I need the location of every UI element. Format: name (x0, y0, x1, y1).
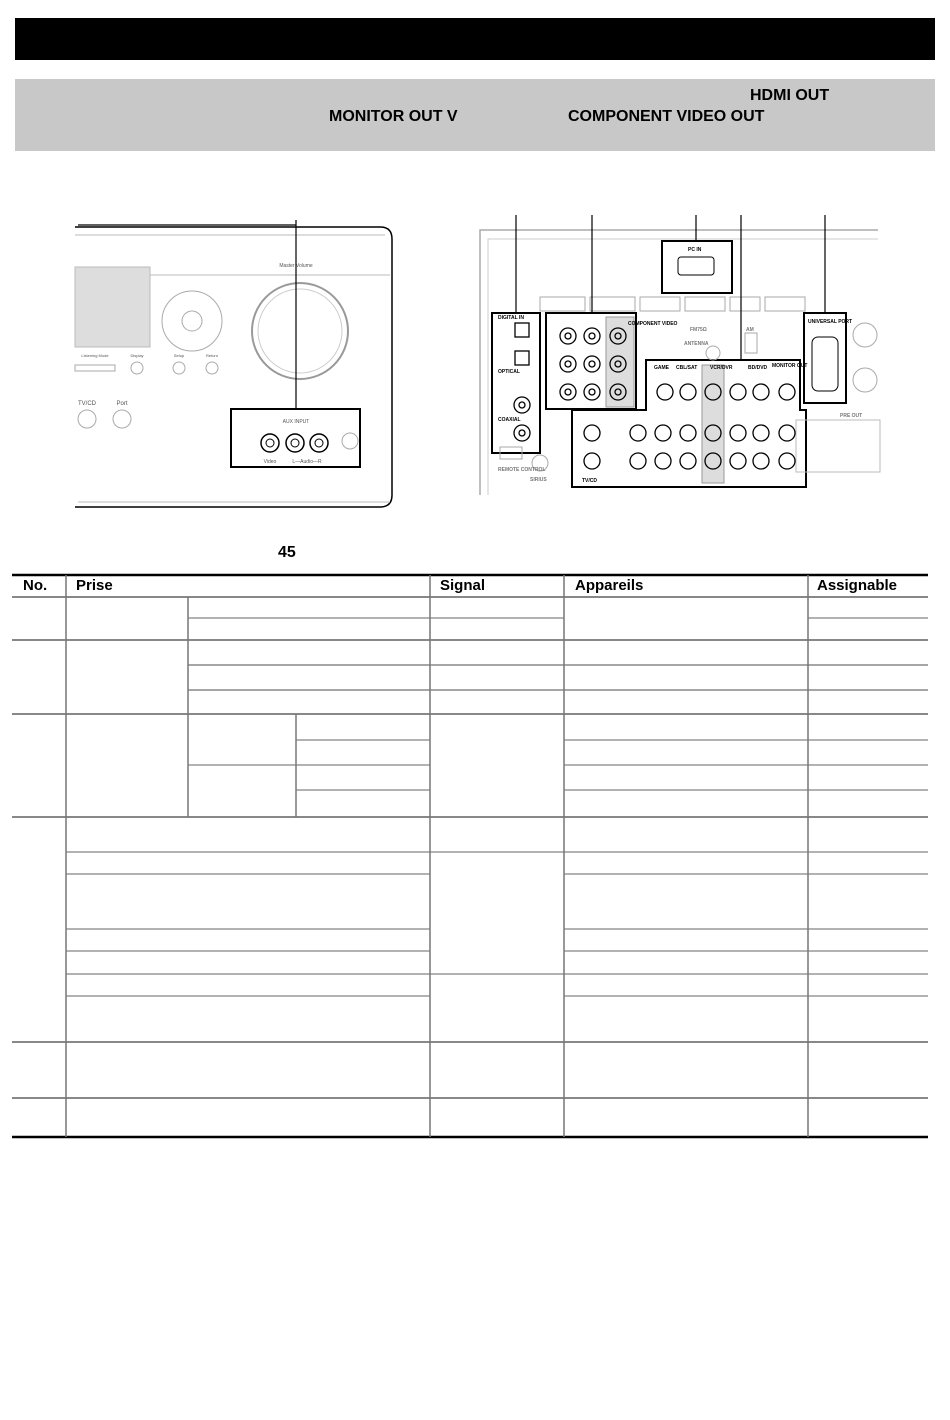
universal-port-label: UNIVERSAL PORT (808, 319, 853, 325)
section-title-bar (15, 18, 935, 60)
aux-input-label: AUX INPUT (282, 419, 310, 425)
table-header-no: No. (23, 577, 48, 594)
tv-cd-button-label: TV/CD (78, 401, 96, 407)
rear-panel-illustration (480, 215, 880, 495)
coaxial-label: COAXIAL (498, 417, 521, 423)
cbl-sat-label: CBL/SAT (676, 365, 698, 371)
table-header-signal: Signal (440, 577, 486, 594)
display-label: Display (130, 353, 144, 358)
note-component-video-out: COMPONENT VIDEO OUT (568, 108, 765, 125)
bd-dvd-label: BD/DVD (748, 365, 768, 371)
component-video-label: COMPONENT VIDEO (628, 321, 678, 327)
page-reference: 45 (278, 544, 296, 561)
remote-control-label: REMOTE CONTROL (498, 467, 546, 473)
antenna-label: ANTENNA (684, 341, 709, 347)
aux-video-label: Video (263, 459, 277, 465)
sirius-label: SIRIUS (530, 477, 547, 483)
table-header-appareils: Appareils (575, 577, 644, 594)
pre-out-label: PRE OUT (840, 413, 863, 419)
rear-panel-labels (498, 247, 862, 484)
note-box (15, 79, 935, 151)
fm75-label: FM75Ω (690, 327, 707, 333)
optical-label: OPTICAL (498, 369, 520, 375)
master-volume-label: Master Volume (279, 263, 313, 269)
port-button-label: Port (116, 401, 128, 407)
table-header-prise: Prise (76, 577, 113, 594)
rear-panel-jacks (514, 323, 795, 469)
pc-in-label: PC IN (688, 247, 702, 253)
setup-label: Setup (173, 353, 185, 358)
digital-in-label: DIGITAL IN (498, 315, 524, 321)
return-label: Return (205, 353, 219, 358)
receiver-illustrations (0, 205, 950, 515)
table-header-assignable: Assignable (817, 577, 898, 594)
game-label: GAME (654, 365, 669, 371)
vcr-dvr-label: VCR/DVR (710, 365, 733, 371)
monitor-out-label: MONITOR OUT (772, 363, 808, 369)
note-hdmi-out: HDMI OUT (750, 87, 830, 104)
tv-cd-label: TV/CD (582, 478, 597, 484)
note-monitor-out-v: MONITOR OUT V (329, 108, 458, 125)
am-label: AM (746, 327, 754, 333)
front-panel-illustration (75, 220, 392, 507)
listening-mode-label: Listening Mode (81, 353, 109, 358)
aux-audio-label: L—Audio—R (292, 459, 322, 465)
